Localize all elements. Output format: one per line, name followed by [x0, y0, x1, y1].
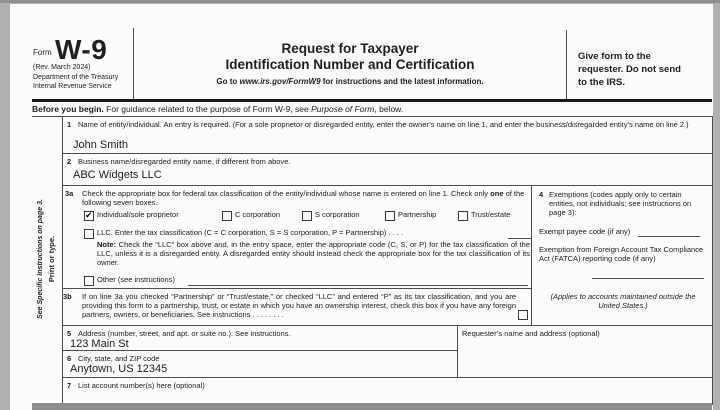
row3a-bottom-rule — [62, 288, 532, 289]
line5-label: Address (number, street, and apt. or suite no.). See instructions. — [78, 329, 291, 338]
header-rule — [32, 99, 712, 102]
line4-label: Exemptions (codes apply only to certain entities, not individuals; see instructions on page 3): — [549, 190, 692, 217]
fatca-label: Exemption from Foreign Account Tax Compliance Act (FATCA) reporting code (if any) — [539, 245, 704, 263]
form-revision: (Rev. March 2024) — [33, 64, 91, 71]
checkbox-label-partnership: Partnership — [398, 210, 437, 219]
applies-note: (Applies to accounts maintained outside the United States.) — [550, 292, 696, 310]
checkbox-s-corporation[interactable] — [302, 211, 312, 221]
part1-section-rule — [32, 403, 712, 410]
row2-bottom-rule — [62, 185, 712, 186]
line2-business-name-field[interactable]: ABC Widgets LLC — [73, 169, 162, 181]
line5-number: 5 — [67, 329, 72, 338]
form-agency: Internal Revenue Service — [33, 83, 112, 90]
requester-entry-area[interactable] — [462, 340, 702, 374]
dot-leader: . . . . . . . . — [250, 310, 284, 319]
line1-label: Name of entity/individual. An entry is required. (For a sole proprietor or disregarded entity, enter the owner’s name on line 1, and enter the business/disregarded entity’s name on line 2.) — [78, 120, 689, 129]
fatca-entry-line[interactable] — [592, 269, 704, 279]
line3b-text: If on line 3a you checked “Partnership” or “Trust/estate,” or checked “LLC” and entered “P” as its tax classification, and you are providing this form to a partnership, trust, or estate in which you have an ownership interest, check this box if you have any foreign partners, owners, or beneficiaries. See instructions . . . . . . . . — [82, 292, 516, 319]
line2-label: Business name/disregarded entity name, if different from above. — [78, 157, 291, 166]
line5-address-field[interactable]: 123 Main St — [70, 338, 129, 350]
line6-label: City, state, and ZIP code — [78, 354, 160, 363]
before-you-begin: Before you begin. For guidance related to the purpose of Form W-9, see Purpose of Form, below. — [32, 104, 404, 114]
line3a-label: Check the appropriate box for federal tax classification of the entity/individual whose name is entered on line 1. Check only one of the following seven boxes. — [82, 189, 525, 207]
checkbox-trust-estate[interactable] — [458, 211, 468, 221]
checkbox-other[interactable] — [84, 276, 94, 286]
irs-url-link[interactable]: www.irs.gov/FormW9 — [239, 77, 321, 86]
checkbox-label-trust-estate: Trust/estate — [471, 210, 511, 219]
row6-bottom-rule — [62, 377, 712, 378]
line4-number: 4 — [539, 190, 544, 199]
checkbox-individual-sole-proprietor[interactable] — [84, 211, 94, 221]
line7-entry-area[interactable] — [70, 390, 670, 402]
line2-number: 2 — [67, 157, 72, 166]
line1-number: 1 — [67, 120, 72, 129]
form-title-line2: Identification Number and Certification — [225, 56, 475, 72]
checkbox-foreign-partners[interactable] — [518, 310, 528, 320]
checkbox-label-s-corp: S corporation — [315, 210, 360, 219]
line7-number: 7 — [67, 381, 72, 390]
checkbox-llc[interactable] — [84, 229, 94, 239]
margin-note-instructions: See Specific Instructions on page 3. — [37, 199, 44, 319]
other-entry-line[interactable] — [188, 276, 528, 286]
line3b-number: 3b — [63, 292, 72, 301]
form-department: Department of the Treasury — [33, 74, 119, 81]
other-label: Other (see instructions) — [97, 275, 175, 284]
line3a-number: 3a — [65, 189, 74, 198]
requester-label: Requester’s name and address (optional) — [462, 329, 600, 338]
form-number: W-9 — [55, 34, 108, 65]
checkmark-icon: ✔ — [85, 210, 93, 220]
line7-label: List account number(s) here (optional) — [78, 381, 205, 390]
checkbox-c-corporation[interactable] — [222, 211, 232, 221]
row1-bottom-rule — [62, 153, 712, 154]
checkbox-label-individual: Individual/sole proprietor — [97, 210, 179, 219]
give-form-note: Give form to the requester. Do not send to the IRS. — [578, 51, 681, 88]
exempt-payee-label: Exempt payee code (if any) — [539, 227, 631, 236]
header-divider-right — [566, 30, 567, 99]
intro-rule-segment — [32, 116, 62, 117]
checkbox-label-c-corp: C corporation — [235, 210, 281, 219]
llc-code-entry-line[interactable] — [508, 229, 532, 239]
checkbox-partnership[interactable] — [385, 211, 395, 221]
exempt-payee-entry-line[interactable] — [638, 227, 700, 237]
scan-edge — [0, 0, 720, 3]
requester-divider — [457, 325, 458, 377]
line6-number: 6 — [67, 354, 72, 363]
goto-instructions: Go to www.irs.gov/FormW9 for instructions and the latest information. — [216, 77, 484, 86]
header-divider-left — [133, 28, 134, 99]
exemptions-divider — [531, 185, 532, 325]
margin-instructions — [35, 184, 57, 334]
dot-leader: . . . . — [386, 228, 404, 237]
line6-city-state-zip-field[interactable]: Anytown, US 12345 — [70, 363, 168, 375]
line1-name-field[interactable]: John Smith — [73, 139, 129, 151]
form-word: Form — [33, 48, 52, 57]
form-title-line1: Request for Taxpayer — [281, 41, 419, 56]
llc-note: Note: Check the “LLC” box above and, in the entry space, enter the appropriate code (C, S, or P) for the tax classification of the LLC, unless it is a disregarded entity. A disregarded entity should instead check the appropriate box for the tax classification of its owner. — [97, 240, 530, 267]
margin-note-print-or-type: Print or type. — [47, 235, 56, 283]
llc-label: LLC. Enter the tax classification (C = C corporation, S = S corporation, P = Partnership) . . . . — [97, 228, 404, 237]
form-title — [136, 41, 564, 72]
row3-bottom-rule — [62, 325, 712, 326]
